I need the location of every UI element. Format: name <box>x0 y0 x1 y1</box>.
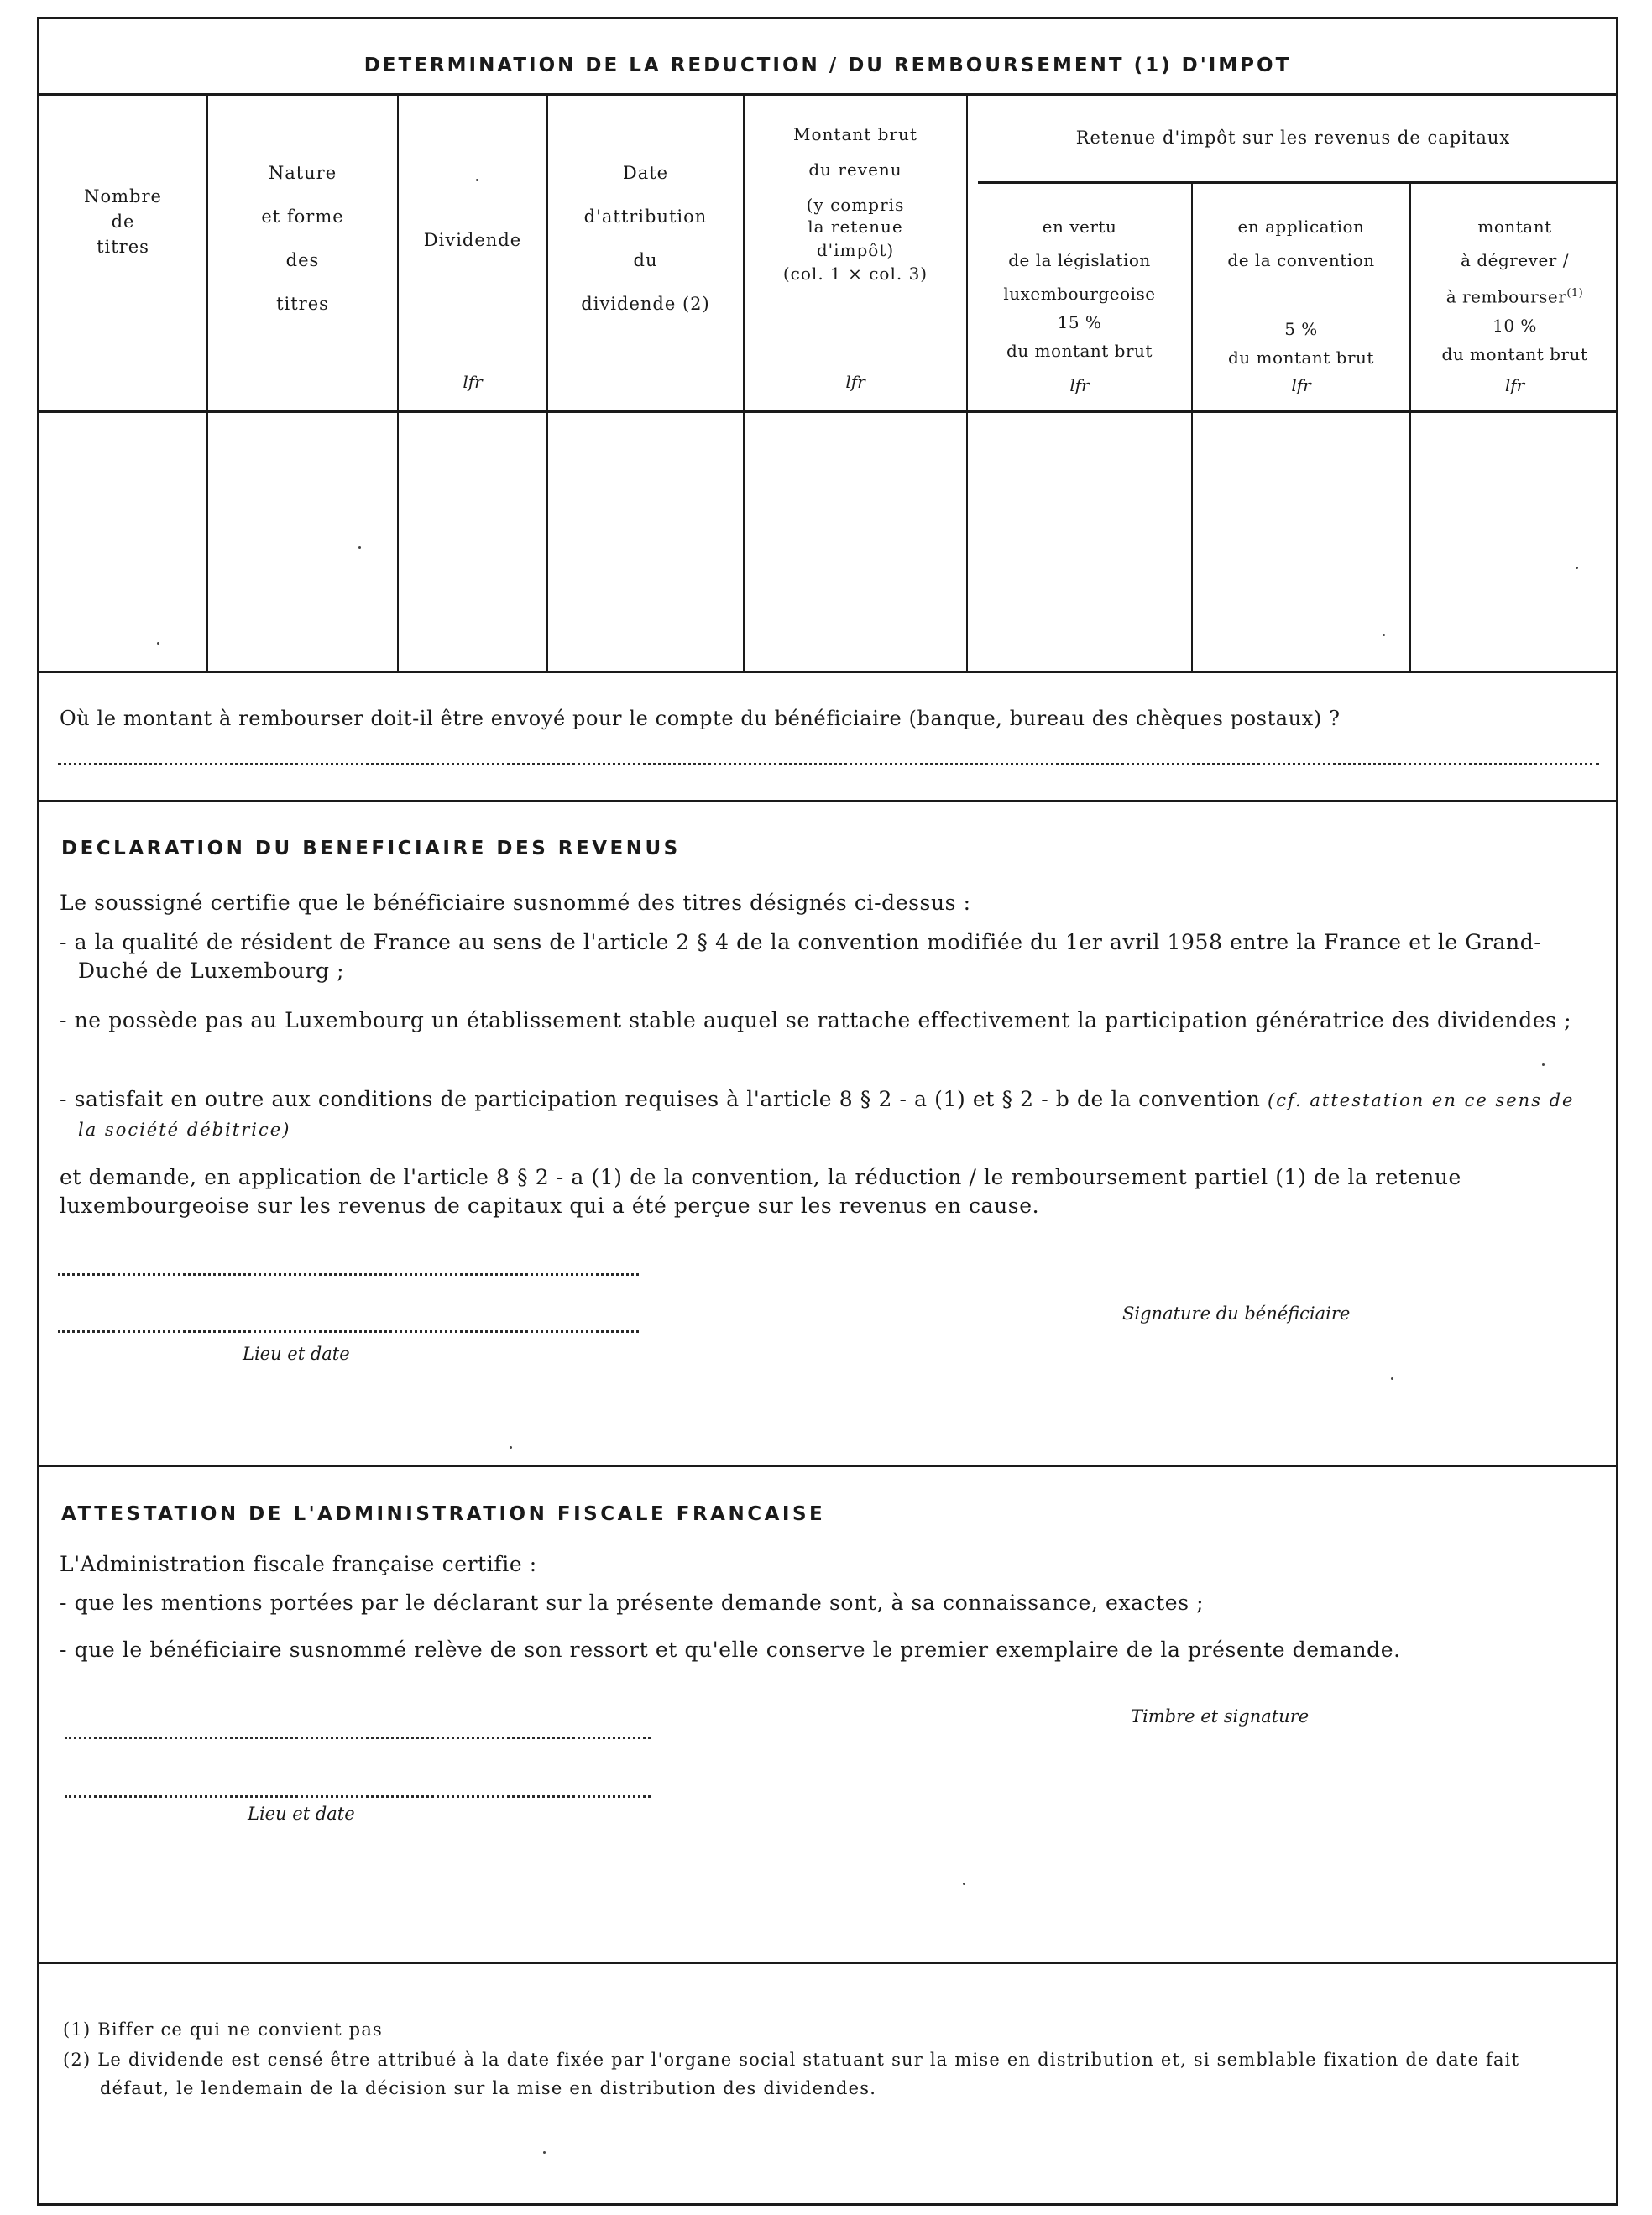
col-number-line: Nombre <box>84 186 162 206</box>
attestation-intro: L'Administration fiscale française certifie : <box>60 1552 537 1576</box>
col-nature-line: et forme <box>261 206 344 227</box>
col-luxembourg-header <box>968 216 1191 362</box>
scan-speck <box>1383 634 1385 636</box>
col-number-line: de <box>111 212 135 232</box>
col-refund-line: montant <box>1477 217 1552 237</box>
scan-speck <box>157 642 159 645</box>
scan-speck <box>510 1446 512 1449</box>
footnote-2: (2) Le dividende est censé être attribué à la date fixée par l'organe social statuant sur la mise en distribution et, si semblable fixation de date fait défaut, le lendemain de la décision sur la mise en distribution des dividendes. <box>63 2050 1520 2098</box>
group-underline <box>978 181 1616 184</box>
col-convention-header <box>1193 216 1409 368</box>
attestation-heading: ATTESTATION DE L'ADMINISTRATION FISCALE FRANCAISE <box>61 1503 826 1525</box>
declaration-place-line[interactable] <box>58 1273 639 1276</box>
col-refund-text: à dégrever / <box>1461 250 1569 270</box>
col-refund-line <box>1411 283 1618 308</box>
col-lux-line: du montant brut <box>1006 341 1153 361</box>
col-date-line: du <box>633 250 658 270</box>
col-gross-line: (y compris <box>806 195 905 215</box>
declaration-date-line[interactable] <box>58 1330 639 1333</box>
declaration-item-2: - ne possède pas au Luxembourg un établissement stable auquel se rattache effectivement la participation génératrice des dividendes ; <box>60 1008 1572 1032</box>
col-refund-rate: 10 % <box>1493 315 1537 336</box>
attestation-place-date-label: Lieu et date <box>248 1804 355 1824</box>
col-dividend-header: Dividende <box>423 230 522 250</box>
col-number-line: titres <box>97 237 149 257</box>
declaration-intro: Le soussigné certifie que le bénéficiaire susnommé des titres désignés ci-dessus : <box>60 891 971 915</box>
col-refund-unit: lfr <box>1504 375 1525 395</box>
payment-answer-line[interactable] <box>58 763 1599 765</box>
scan-speck <box>1542 1063 1545 1066</box>
scan-speck <box>963 1883 965 1885</box>
table-bottom-rule <box>39 671 1616 673</box>
col-refund-text: à rembourser <box>1446 286 1567 307</box>
col-refund-line: du montant brut <box>1441 343 1588 364</box>
section-divider <box>39 1465 1616 1467</box>
beneficiary-signature-label: Signature du bénéficiaire <box>1122 1303 1351 1324</box>
col-gross-unit: lfr <box>845 372 865 392</box>
payment-question: Où le montant à rembourser doit-il être envoyé pour le compte du bénéficiaire (banque, bureau des chèques postaux) ? <box>60 707 1341 730</box>
col-conv-line: du montant brut <box>1228 347 1374 368</box>
footnote-ref: (1) <box>1566 287 1584 300</box>
scan-speck <box>1391 1377 1393 1380</box>
col-gross-header <box>745 123 966 285</box>
col-date-line: d'attribution <box>583 206 708 227</box>
scan-speck <box>543 2151 546 2154</box>
col-date-line: dividende (2) <box>581 294 710 314</box>
col-number-header <box>39 185 206 258</box>
table-header-top-rule <box>39 93 1616 96</box>
declaration-heading: DECLARATION DU BENEFICIAIRE DES REVENUS <box>61 838 681 859</box>
section-divider <box>39 800 1616 802</box>
scan-speck <box>358 546 361 549</box>
col-gross-line: (col. 1 × col. 3) <box>782 264 928 284</box>
col-lux-line: en vertu <box>1042 217 1117 237</box>
col-refund-line <box>1411 249 1618 271</box>
col-nature-line: titres <box>276 294 329 314</box>
stamp-signature-label: Timbre et signature <box>1131 1706 1310 1727</box>
col-conv-rate: 5 % <box>1284 319 1318 339</box>
withholding-group-header: Retenue d'impôt sur les revenus de capitaux <box>1075 128 1511 148</box>
col-conv-line: de la convention <box>1227 250 1375 270</box>
header-bottom-rule <box>966 410 1618 413</box>
col-gross-line: Montant brut <box>793 124 917 144</box>
col-nature-line: Nature <box>268 163 337 183</box>
declaration-item-1: - a la qualité de résident de France au sens de l'article 2 § 4 de la convention modifiée du 1er avril 1958 entre la France et le Grand-Duché de Luxembourg ; <box>60 930 1542 983</box>
scan-speck <box>476 179 478 181</box>
col-dividend-unit: lfr <box>463 372 483 392</box>
col-lux-line: de la législation <box>1008 250 1151 270</box>
declaration-place-date-label: Lieu et date <box>243 1344 350 1364</box>
col-refund-header <box>1411 216 1618 365</box>
footnote-1: (1) Biffer ce qui ne convient pas <box>63 2019 384 2040</box>
col-gross-line: la retenue <box>808 217 903 237</box>
attestation-item-2: - que le bénéficiaire susnommé relève de son ressort et qu'elle conserve le premier exemplaire de la présente demande. <box>60 1638 1401 1662</box>
refund-form <box>37 17 1618 2206</box>
col-lux-line: luxembourgeoise <box>1003 284 1156 304</box>
col-gross-line: d'impôt) <box>816 240 895 260</box>
col-nature-line: des <box>285 250 320 270</box>
table-title: DETERMINATION DE LA REDUCTION / DU REMBOURSEMENT (1) D'IMPOT <box>363 55 1292 76</box>
col-conv-unit: lfr <box>1291 375 1311 395</box>
col-date-line: Date <box>622 163 669 183</box>
scan-speck <box>1576 567 1578 569</box>
attestation-date-line[interactable] <box>65 1795 651 1798</box>
col-gross-line: du revenu <box>808 159 902 180</box>
attestation-item-1: - que les mentions portées par le déclarant sur la présente demande sont, à sa connaissance, exactes ; <box>60 1591 1205 1615</box>
section-divider <box>39 1962 1616 1964</box>
attestation-place-line[interactable] <box>65 1737 651 1739</box>
declaration-item-3 <box>60 1085 1582 1144</box>
col-nature-header <box>208 162 397 315</box>
declaration-request: et demande, en application de l'article 8 § 2 - a (1) de la convention, la réduction / le remboursement partiel (1) de la retenue luxembourgeoise sur les revenus de capitaux qui a été perçue sur les revenus en cause. <box>60 1165 1461 1218</box>
col-conv-line: en application <box>1237 217 1365 237</box>
declaration-item-3-text: - satisfait en outre aux conditions de participation requises à l'article 8 § 2 - a (1) et § 2 - b de la convention <box>60 1087 1261 1111</box>
declaration-item-3-note: (cf. attestation en ce sens de la société débitrice) <box>78 1090 1575 1140</box>
col-date-header <box>548 162 743 315</box>
col-lux-rate: 15 % <box>1057 312 1102 332</box>
col-lux-unit: lfr <box>1069 375 1090 395</box>
